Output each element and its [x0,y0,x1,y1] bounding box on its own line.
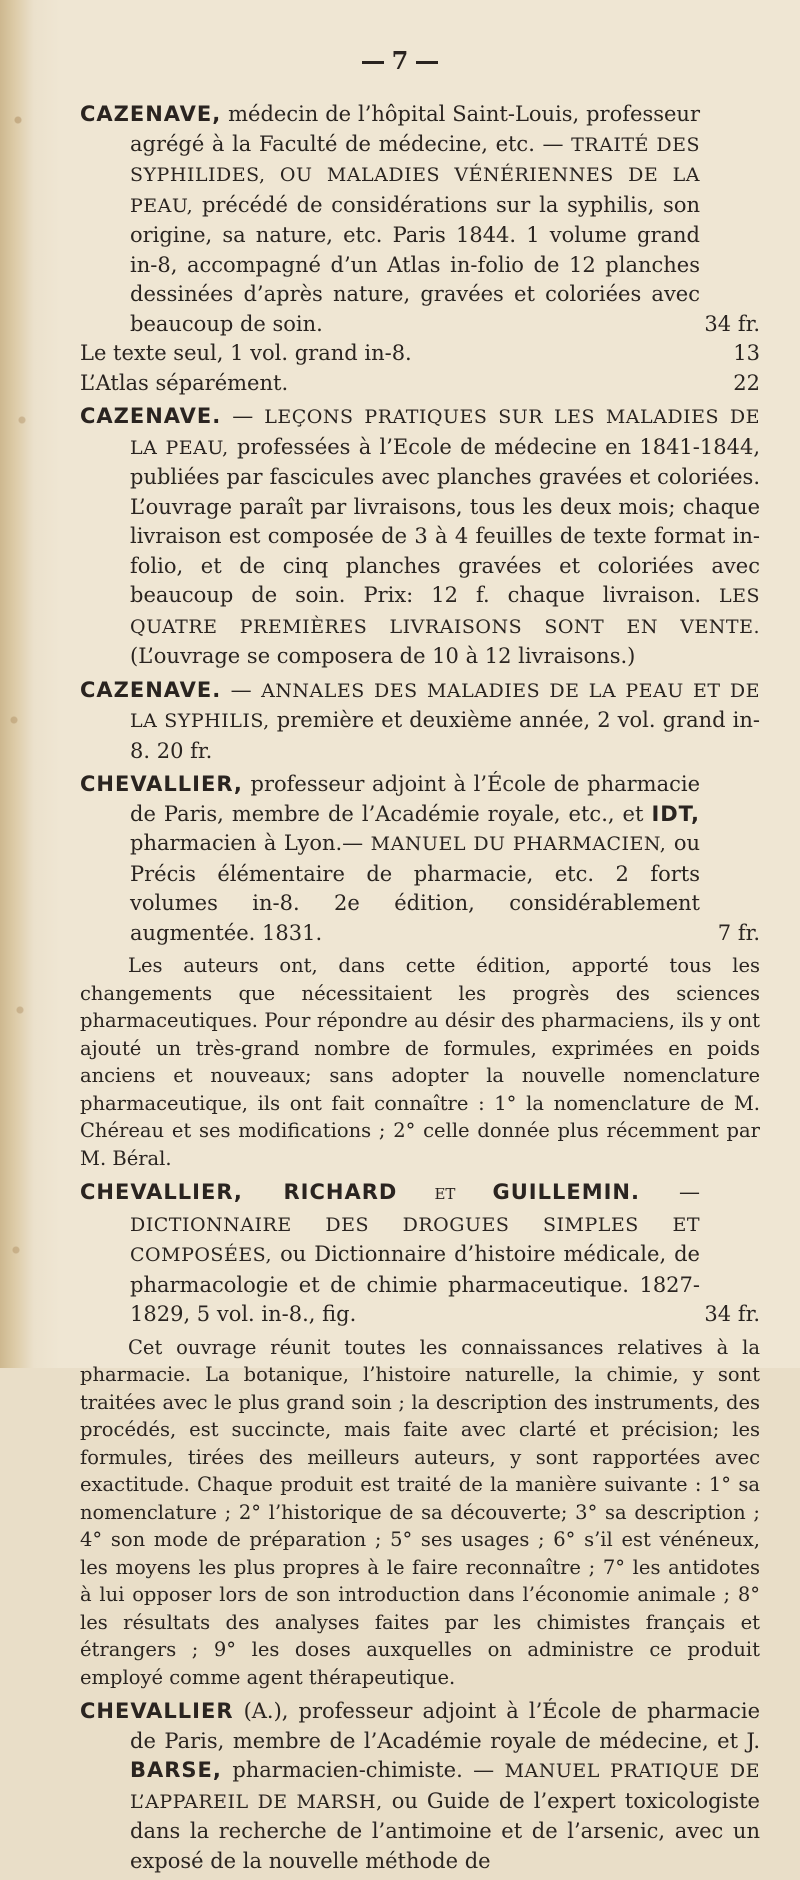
entry-title: TRAITÉ DES SYPHILIDES, OU MALADIES VÉNÉRIENNES DE LA PEAU, [130,133,701,217]
entry-title: DICTIONNAIRE DES DROGUES SIMPLES ET COMPOSÉES, [130,1213,700,1266]
ornament-dash [362,61,384,64]
entry-author: CHEVALLIER [80,1699,234,1723]
entry-author: CAZENAVE. [80,677,222,702]
catalog-content [80,100,760,1880]
catalog-entry: CHEVALLIER (A.), professeur adjoint à l’École de pharmacie de Paris, membre de l’Académie royale de médecine, et J. BARSE, pharmacien-chimiste. — MANUEL PRATIQUE DE L’APPAREIL DE MARSH, ou Guide de l’expert toxicologiste dans la recherche de l’antimoine et de l’arsenic, avec un exposé de la nouvelle méthode de [80,1699,760,1873]
catalog-entry: CAZENAVE. — ANNALES DES MALADIES DE LA PEAU ET DE LA SYPHILIS, première et deuxième année, 2 vol. grand in-8. 20 fr. [80,677,761,763]
entry-title: MANUEL DU PHARMACIEN, [370,833,667,855]
entry-price: 13 [733,341,760,365]
entry-title: ANNALES DES MALADIES DE LA PEAU ET DE LA SYPHILIS, [130,679,760,732]
catalog-entry: CAZENAVE, médecin de l’hôpital Saint-Louis, professeur agrégé à la Faculté de médecine, etc. — TRAITÉ DES SYPHILIDES, OU MALADIES VÉNÉRIENNES DE LA PEAU, précédé de considérations sur la syphilis, son origine, sa nature, etc. Paris 1844. 1 volume grand in-8, accompagné d’un Atlas in-folio de 12 planches dessinées d’après nature, gravées et coloriées avec beaucoup de soin. 34 fr. Le texte seul, 1 vol. grand in-8. 13 L’Atlas séparément. 22 [80,100,760,398]
entry-description: Les auteurs ont, dans cette édition, apporté tous les changements que nécessitaient les progrès des sciences pharmaceutiques. Pour répondre au désir des pharmaciens, ils y ont ajouté un très-grand nombre de formules, exprimées en poids anciens et nouveaux; sans adopter la nouvelle nomenclature pharmaceutique, ils ont fait connaître : 1° la nomenclature de M. Chéreau et ses modifications ; 2° celle donnée plus récemment par M. Béral. [80,954,760,1170]
ornament-dash [416,61,438,64]
entry-price: 34 fr. [704,311,760,336]
entry-author: CAZENAVE, [80,102,222,126]
catalog-entry: CAZENAVE. — LEÇONS PRATIQUES SUR LES MALADIES DE LA PEAU, professées à l’Ecole de médecine en 1841-1844, publiées par fascicules avec planches gravées et coloriées. L’ouvrage paraît par livraisons, tous les deux mois; chaque livraison est composée de 3 à 4 feuilles de texte format in-folio, et de cinq planches gravées et coloriées avec beaucoup de soin. Prix: 12 f. chaque livraison. LES QUATRE PREMIÈRES LIVRAISONS SONT EN VENTE. (L’ouvrage se composera de 10 à 12 livraisons.) [80,404,761,668]
entry-price: 22 [733,370,760,395]
entry-author: CHEVALLIER, [80,772,243,796]
catalog-entry: CHEVALLIER, professeur adjoint à l’École de pharmacie de Paris, membre de l’Académie royale, etc., et IDT, pharmacien à Lyon.— MANUEL DU PHARMACIEN, ou Précis élémentaire de pharmacie, etc. 2 forts volumes in-8. 2e édition, considérablement augmentée. 1831. 7 fr. [80,770,760,948]
entry-coauthor: BARSE, [130,1758,222,1782]
entry-title: MANUEL PRATIQUE DE L’APPAREIL DE MARSH, [130,1760,760,1813]
entry-price: 7 fr. [717,920,760,945]
page-number: 7 [0,46,800,75]
entry-coauthor: IDT, [651,801,700,826]
entry-notice: LES QUATRE PREMIÈRES LIVRAISONS SONT EN VENTE. [130,585,760,638]
entry-variant: Le texte seul, 1 vol. grand in-8. [80,341,412,365]
entry-author: CHEVALLIER, RICHARD [80,1180,398,1204]
entry-coauthor: GUILLEMIN. [492,1180,640,1204]
entry-price: 34 fr. [704,1302,760,1326]
catalog-entry: CHEVALLIER, RICHARD ET GUILLEMIN. — DICTIONNAIRE DES DROGUES SIMPLES ET COMPOSÉES, ou Dictionnaire d’histoire médicale, de pharmacologie et de chimie pharmaceutique. 1827-1829, 5 vol. in-8., fig. 34 fr. [80,1178,760,1330]
page-gutter [0,0,40,1368]
entry-author: CAZENAVE. [80,404,222,428]
entry-title: LEÇONS PRATIQUES SUR LES MALADIES DE LA PEAU, [130,406,760,459]
entry-variant: L’Atlas séparément. [80,370,289,395]
entry-description: Cet ouvrage réunit toutes les connaissances relatives à la pharmacie. La botanique, l’histoire naturelle, la chimie, y sont traitées avec le plus grand soin ; la description des instruments, des procédés, est succincte, mais faite avec clarté et précision; les formules, tirées des meilleurs auteurs, y sont rapportées avec exactitude. Chaque produit est traité de la manière suivante : 1° sa nomenclature ; 2° l’historique de sa découverte; 3° sa description ; 4° son mode de préparation ; 5° ses usages ; 6° s’il est vénéneux, les moyens les plus propres à le faire reconnaître ; 7° les antidotes à lui opposer lors de son introduction dans l’économie animale ; 8° les résultats des analyses faites par les chimistes français et étrangers ; 9° les doses auxquelles on administre ce produit employé comme agent thérapeutique. [80,1335,760,1689]
